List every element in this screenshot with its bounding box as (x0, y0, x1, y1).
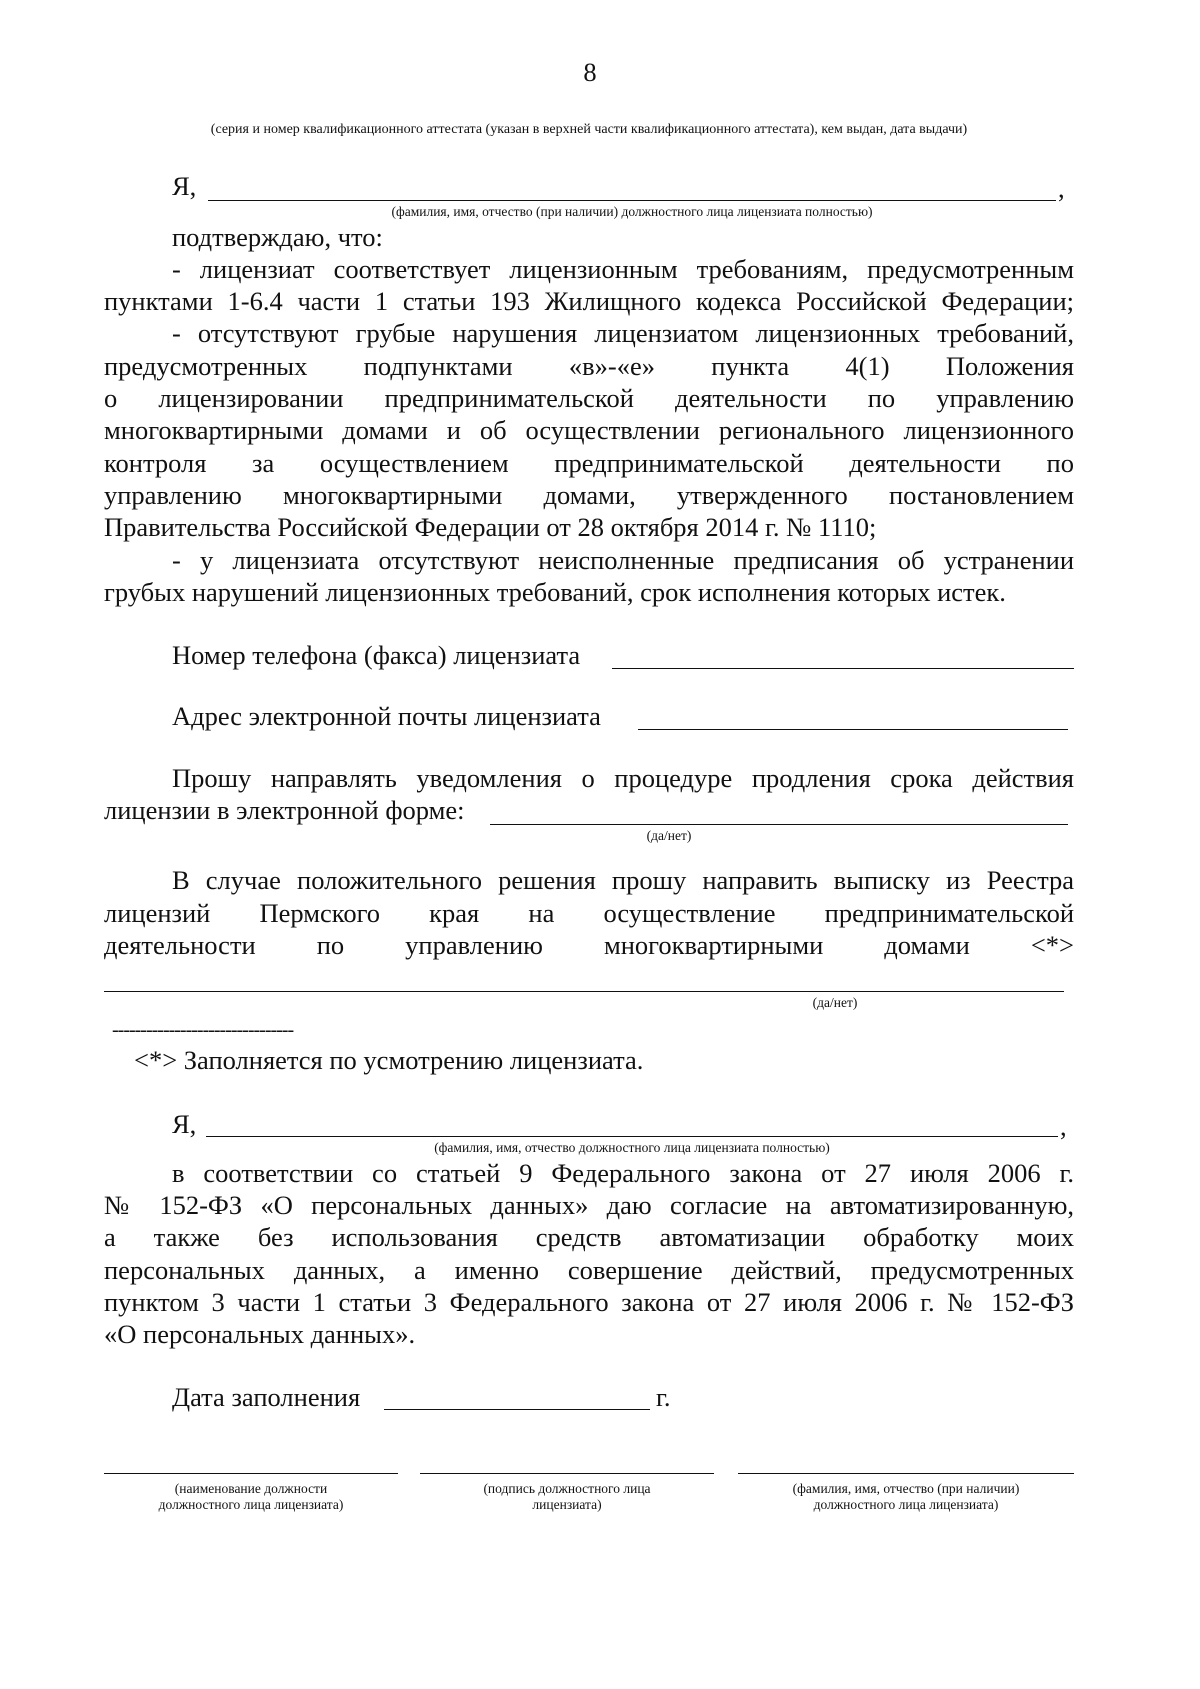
notify-line-1: Прошу направлять уведомления о процедуре продления срока действия (172, 763, 1074, 793)
text-line: в соответствии со статьей 9 Федерального закона от 27 июля 2006 г. (172, 1158, 1074, 1188)
extract-line-3: деятельности по управлению многоквартирными домами <*> (104, 930, 1074, 960)
date-label: Дата заполнения (172, 1382, 361, 1412)
notify-caption: (да/нет) (646, 828, 692, 843)
notify-field[interactable] (490, 824, 1068, 825)
signature-caption (420, 1481, 714, 1513)
caption-line: (наименование должности (174, 1481, 328, 1496)
fio-caption-2: (фамилия, имя, отчество должностного лица лицензиата полностью) (434, 1140, 830, 1155)
text-line: многоквартирными домами и об осуществлении регионального лицензионного (104, 415, 1074, 445)
page-number: 8 (583, 57, 597, 87)
email-field[interactable] (638, 729, 1068, 730)
confirm-text: подтверждаю, что: (172, 222, 383, 252)
extract-caption: (да/нет) (812, 995, 858, 1010)
extract-line-1: В случае положительного решения прошу направить выписку из Реестра (172, 865, 1074, 895)
phone-label: Номер телефона (факса) лицензиата (172, 640, 581, 670)
ya-label-2: Я, (172, 1109, 197, 1139)
text-line: о лицензировании предпринимательской деятельности по управлению (104, 383, 1074, 413)
text-line: пунктом 3 части 1 статьи 3 Федерального закона от 27 июля 2006 г. № 152-ФЗ (104, 1287, 1074, 1317)
text-line: - у лицензиата отсутствуют неисполненные предписания об устранении (172, 545, 1074, 575)
caption-line: лицензиата) (532, 1497, 602, 1512)
caption-line: должностного лица лицензиата) (813, 1497, 999, 1512)
notify-line-2: лицензии в электронной форме: (104, 795, 465, 825)
comma-2: , (1060, 1111, 1067, 1141)
text-line: «О персональных данных». (104, 1319, 416, 1349)
text-line: грубых нарушений лицензионных требований, срок исполнения которых истек. (104, 577, 1006, 607)
text-line: - отсутствуют грубые нарушения лицензиатом лицензионных требований, (172, 318, 1074, 348)
fio-field-1[interactable] (208, 200, 1056, 201)
ya-label-1: Я, (172, 171, 197, 201)
fio-caption-1: (фамилия, имя, отчество (при наличии) должностного лица лицензиата полностью) (391, 204, 873, 219)
text-line: управлению многоквартирными домами, утвержденного постановлением (104, 480, 1074, 510)
text-line: а также без использования средств автоматизации обработку моих (104, 1222, 1074, 1252)
caption-line: (подпись должностного лица (483, 1481, 651, 1496)
phone-field[interactable] (612, 668, 1074, 669)
caption-line: должностного лица лицензиата) (158, 1497, 344, 1512)
date-suffix: г. (656, 1382, 671, 1412)
text-line: персональных данных, а именно совершение действий, предусмотренных (104, 1255, 1074, 1285)
caption-line: (фамилия, имя, отчество (при наличии) (792, 1481, 1020, 1496)
position-field[interactable] (104, 1473, 398, 1474)
footnote-text: <*> Заполняется по усмотрению лицензиата. (134, 1045, 644, 1075)
text-line: - лицензиат соответствует лицензионным требованиям, предусмотренным (172, 254, 1074, 284)
text-line: контроля за осуществлением предпринимательской деятельности по (104, 448, 1074, 478)
position-caption (104, 1481, 398, 1513)
signature-field[interactable] (420, 1473, 714, 1474)
attestat-caption: (серия и номер квалификационного аттестата (указан в верхней части квалификационного аттестата), кем выдан, дата выдачи) (210, 122, 968, 137)
email-label: Адрес электронной почты лицензиата (172, 701, 601, 731)
text-line: Правительства Российской Федерации от 28 октября 2014 г. № 1110; (104, 512, 877, 542)
date-field[interactable] (384, 1409, 650, 1410)
comma-1: , (1058, 173, 1065, 203)
extract-field[interactable] (104, 991, 1064, 992)
text-line: предусмотренных подпунктами «в»-«е» пункта 4(1) Положения (104, 351, 1074, 381)
fio-field-2[interactable] (206, 1136, 1058, 1137)
footnote-rule: -------------------------------- (112, 1019, 294, 1041)
fullname-caption (738, 1481, 1074, 1513)
fullname-field[interactable] (738, 1473, 1074, 1474)
extract-line-2: лицензий Пермского края на осуществление предпринимательской (104, 898, 1074, 928)
text-line: № 152-ФЗ «О персональных данных» даю согласие на автоматизированную, (104, 1190, 1074, 1220)
text-line: пунктами 1-6.4 части 1 статьи 193 Жилищного кодекса Российской Федерации; (104, 286, 1074, 316)
